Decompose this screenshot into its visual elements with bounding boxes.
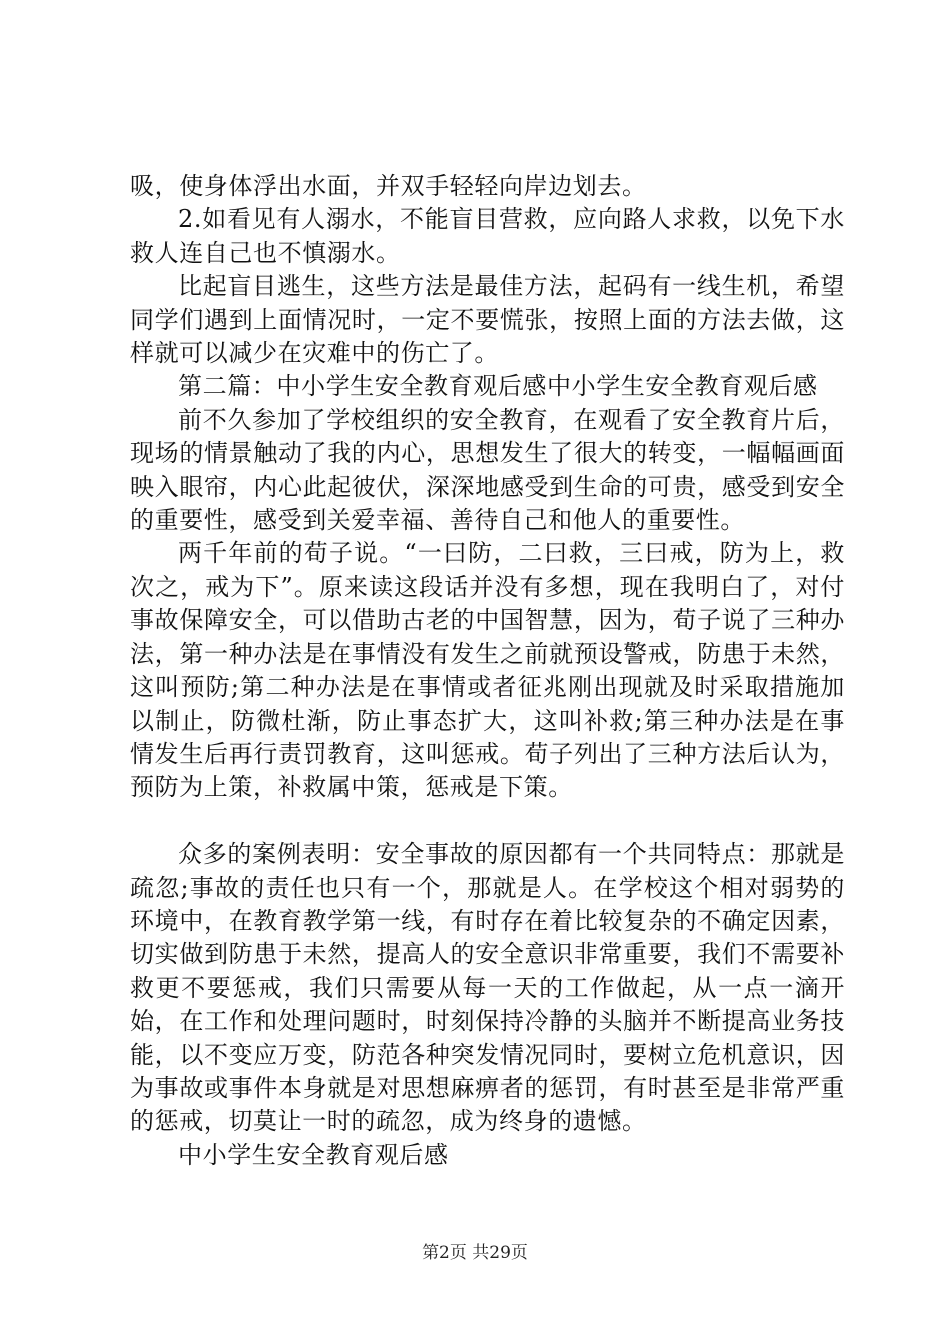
- paragraph-spacer: [130, 805, 845, 838]
- section-heading-part-two: 第二篇：中小学生安全教育观后感中小学生安全教育观后感: [178, 372, 818, 401]
- paragraph-cases: 众多的案例表明：安全事故的原因都有一个共同特点：那就是疏忽;事故的责任也只有一个，那就是人。在学校这个相对弱势的环境中，在教育教学第一线，有时存在着比较复杂的不确定因素，切实做到防患于未然，提高人的安全意识非常重要，我们不需要补救更不要惩戒，我们只需要从每一天的工作做起，从一点一滴开始，在工作和处理问题时，时刻保持冷静的头脑并不断提高业务技能，以不变应万变，防范各种突发情况同时，要树立危机意识，因为事故或事件本身就是对思想麻痹者的惩罚，有时甚至是非常严重的惩戒，切莫让一时的疏忽，成为终身的遗憾。: [130, 840, 845, 1136]
- paragraph-safety-education: 前不久参加了学校组织的安全教育，在观看了安全教育片后，现场的情景触动了我的内心，思想发生了很大的转变，一幅幅画面映入眼帘，内心此起彼伏，深深地感受到生命的可贵，感受到安全的重要性，感受到关爱幸福、善待自己和他人的重要性。: [130, 405, 845, 535]
- section-subtitle: 中小学生安全教育观后感: [178, 1140, 449, 1169]
- paragraph-continuation: 吸，使身体浮出水面，并双手轻轻向岸边划去。: [130, 172, 647, 200]
- document-body: [130, 170, 845, 1172]
- paragraph-drowning-tip: 2.如看见有人溺水，不能盲目营救，应向路人求救，以免下水救人连自己也不慎溺水。: [130, 205, 845, 267]
- paragraph-best-method: 比起盲目逃生，这些方法是最佳方法，起码有一线生机，希望同学们遇到上面情况时，一定不要慌张，按照上面的方法去做，这样就可以减少在灾难中的伤亡了。: [130, 272, 845, 368]
- page-number-footer: 第2页 共29页: [422, 1243, 528, 1263]
- paragraph-xunzi: 两千年前的荀子说。“一曰防，二曰救，三曰戒，防为上，救次之，戒为下”。原来读这段话并没有多想，现在我明白了，对付事故保障安全，可以借助古老的中国智慧，因为，荀子说了三种办法，第一种办法是在事情没有发生之前就预设警戒，防患于未然，这叫预防;第二种办法是在事情或者征兆刚出现就及时采取措施加以制止，防微杜渐，防止事态扩大，这叫补救;第三种办法是在事情发生后再行责罚教育，这叫惩戒。荀子列出了三种方法后认为，预防为上策，补救属中策，惩戒是下策。: [130, 539, 845, 802]
